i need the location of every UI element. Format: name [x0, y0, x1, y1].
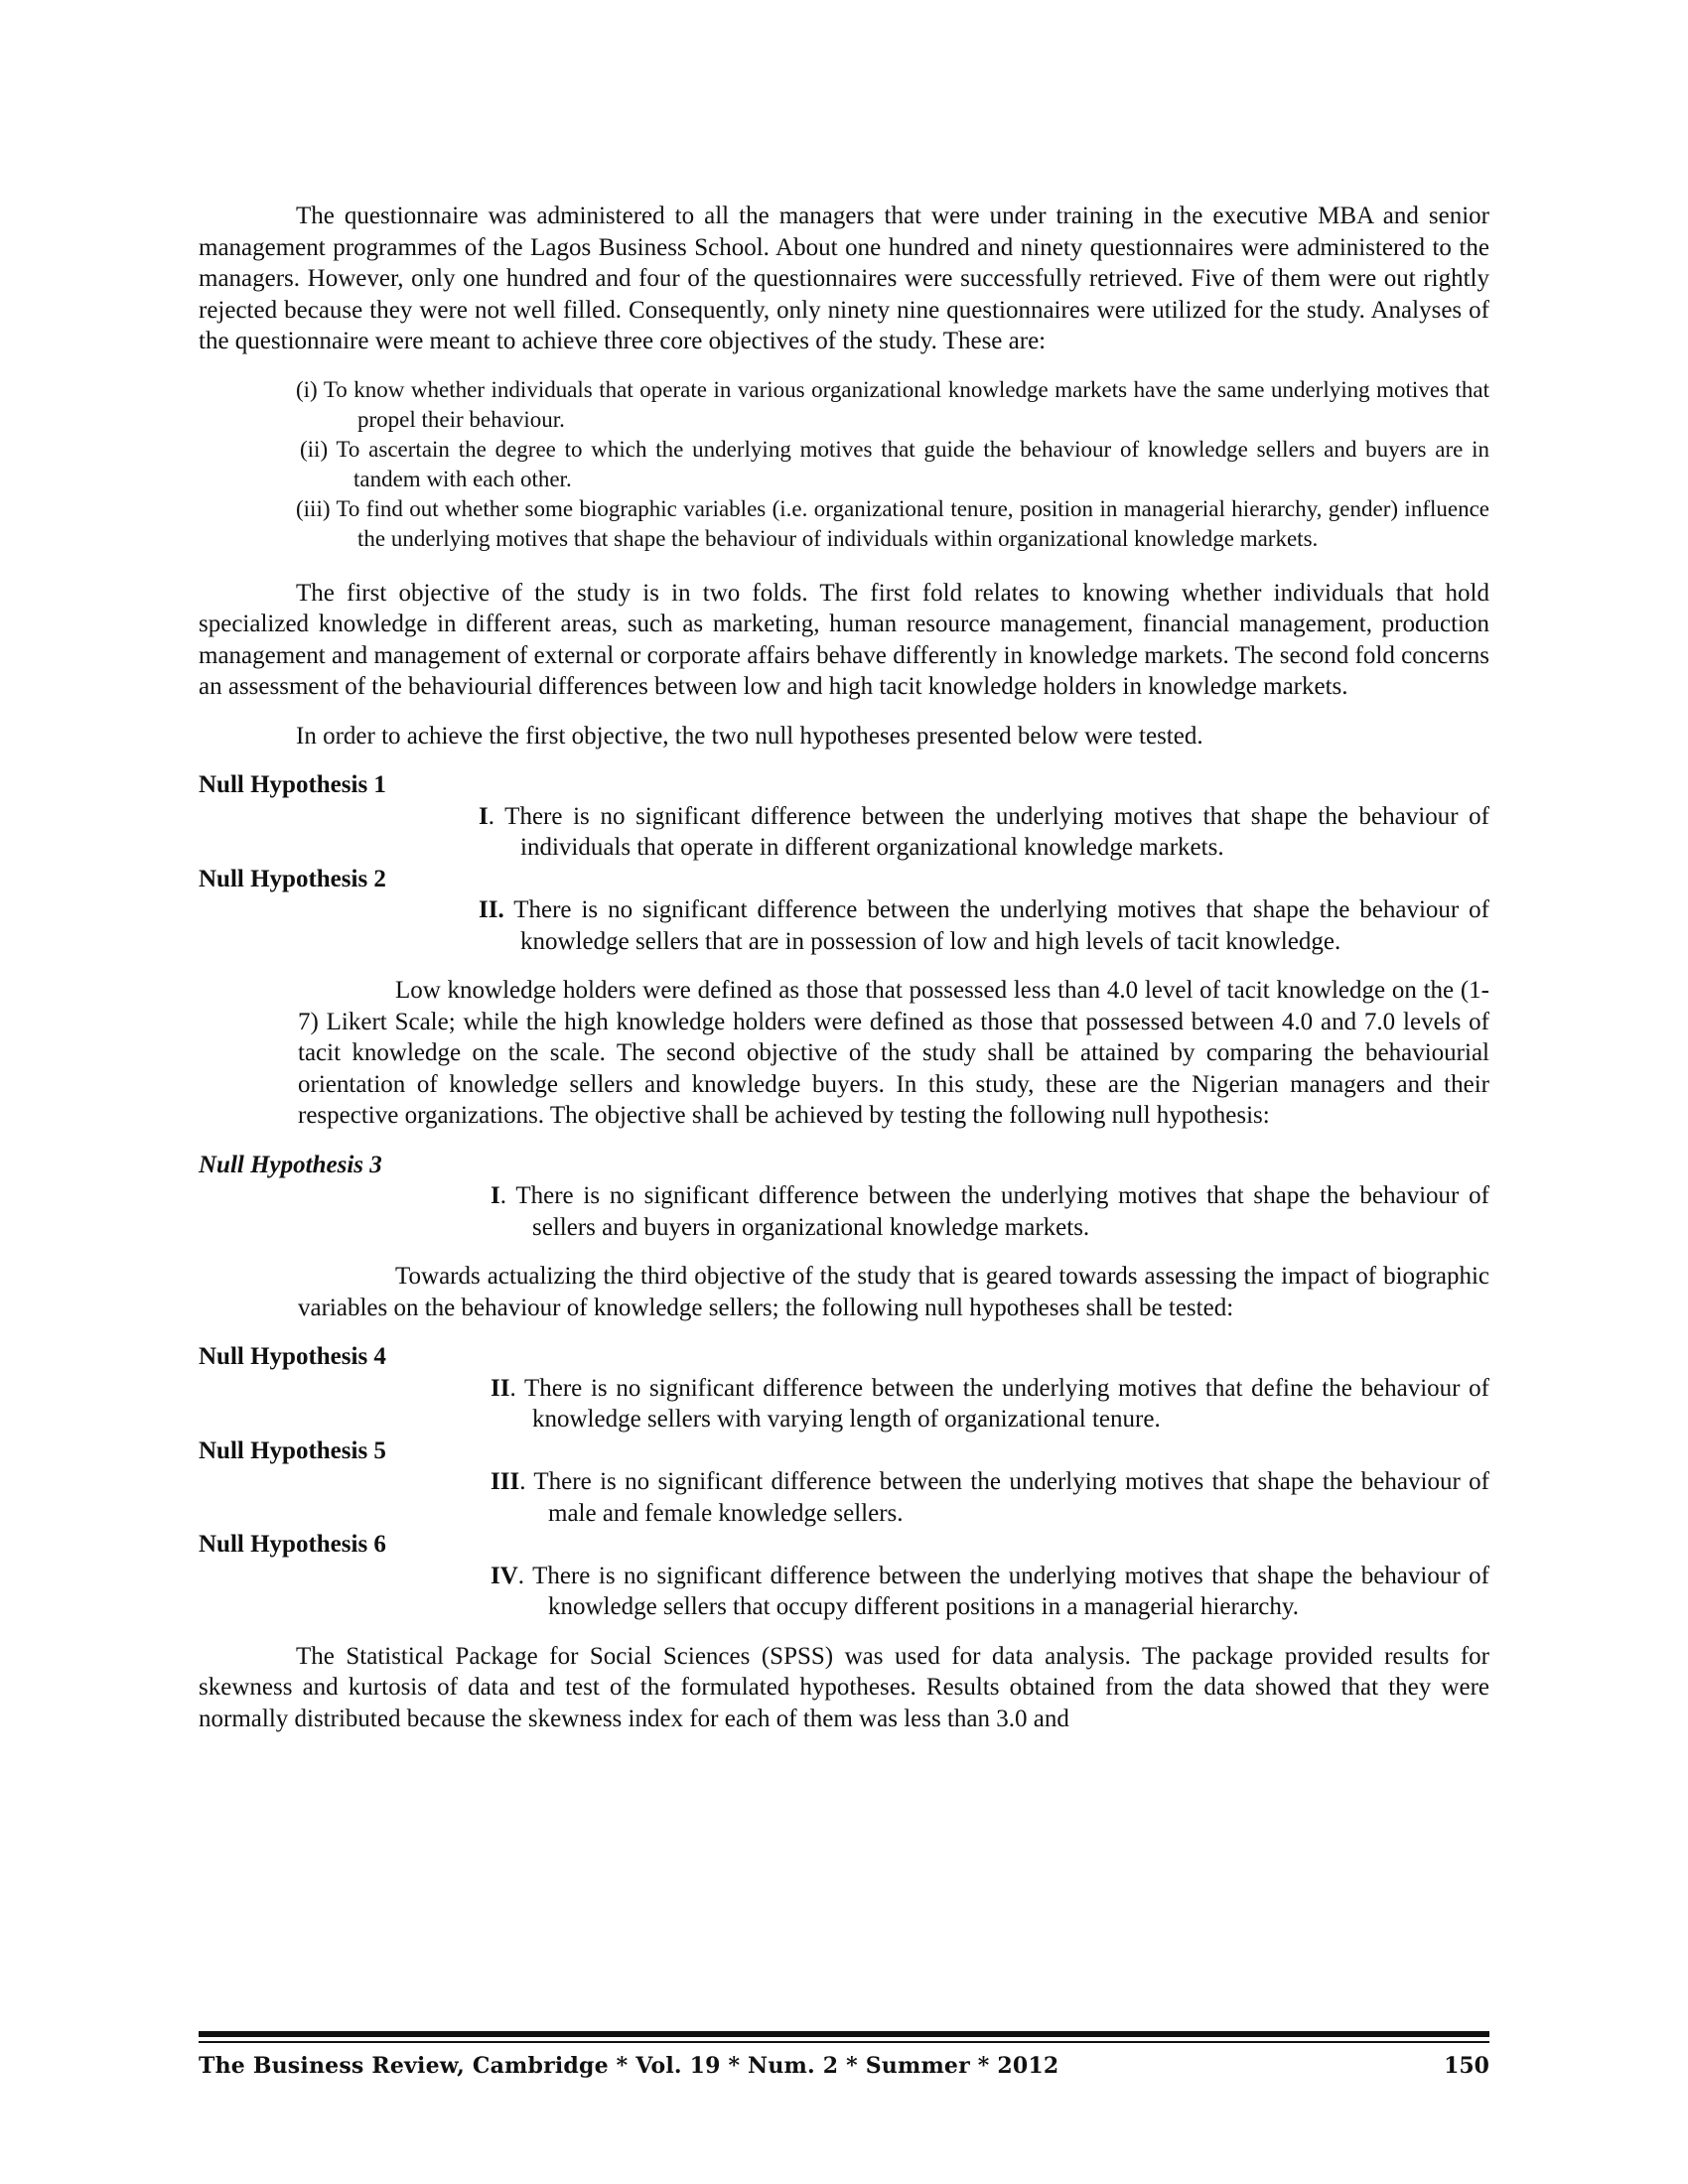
- hypothesis-text: [479, 801, 1489, 864]
- hypothesis-text: [491, 1561, 1489, 1623]
- hypothesis-text: [491, 1180, 1489, 1243]
- hypothesis-label: Null Hypothesis 2: [199, 865, 386, 892]
- paragraph-first-objective: The first objective of the study is in two folds. The first fold relates to knowing whether individuals that hold specialized knowledge in different areas, such as marketing, human resource management, financial management, production management and management of external or corporate affairs behave differently in knowledge markets. The second fold concerns an assessment of the behaviourial differences between low and high tacit knowledge holders in knowledge markets.: [199, 579, 1489, 700]
- paragraph-knowledge-holders: Low knowledge holders were defined as those that possessed less than 4.0 level of tacit knowledge on the (1-7) Likert Scale; while the high knowledge holders were defined as those that possessed between 4.0 and 7.0 levels of tacit knowledge on the scale. The second objective of the study shall be attained by comparing the behaviourial orientation of knowledge sellers and knowledge buyers. In this study, these are the Nigerian managers and their respective organizations. The objective shall be achieved by testing the following null hypothesis:: [298, 977, 1489, 1129]
- hypothesis-text: [479, 894, 1489, 957]
- hypothesis-body: . There is no significant difference between the underlying motives that shape the behaviour of individuals that operate in different organizational knowledge markets.: [488, 802, 1489, 861]
- hypothesis-numeral: IV: [491, 1562, 518, 1589]
- hypothesis-body: . There is no significant difference between the underlying motives that define the behaviour of knowledge sellers with varying length of organizational tenure.: [509, 1374, 1489, 1433]
- hypothesis-body: . There is no significant difference between the underlying motives that shape the behaviour of knowledge sellers that occupy different positions in a managerial hierarchy.: [517, 1562, 1489, 1620]
- hypothesis-body: . There is no significant difference between the underlying motives that shape the behaviour of sellers and buyers in organizational knowledge markets.: [499, 1182, 1489, 1241]
- hypothesis-body: . There is no significant difference between the underlying motives that shape the behaviour of male and female knowledge sellers.: [519, 1468, 1489, 1527]
- hypothesis-numeral: III: [491, 1468, 520, 1495]
- hypothesis-label: Null Hypothesis 6: [199, 1531, 386, 1558]
- footer-journal-citation: The Business Review, Cambridge * Vol. 19 * Num. 2 * Summer * 2012: [199, 2053, 1059, 2079]
- objectives-list: [296, 375, 1489, 554]
- hypothesis-label: Null Hypothesis 4: [199, 1343, 386, 1370]
- hypothesis-label: Null Hypothesis 5: [199, 1436, 386, 1464]
- footer-rule-thin: [199, 2041, 1489, 2043]
- hypothesis-text: [491, 1373, 1489, 1435]
- objective-item: (iii) To find out whether some biographic variables (i.e. organizational tenure, position in managerial hierarchy, gender) influence the underlying motives that shape the behaviour of individuals within organizational knowledge markets.: [296, 495, 1489, 551]
- hypothesis-numeral: I: [491, 1182, 500, 1209]
- hypothesis-text: [491, 1466, 1489, 1529]
- paragraph-spss: The Statistical Package for Social Sciences (SPSS) was used for data analysis. The package provided results for skewness and kurtosis of data and test of the formulated hypotheses. Results obtained from the data showed that they were normally distributed because the skewness index for each of them was less than 3.0 and: [199, 1642, 1489, 1732]
- hypothesis-numeral: I: [479, 802, 489, 830]
- footer-rule-thick: [199, 2031, 1489, 2037]
- hypothesis-numeral: II.: [479, 896, 504, 923]
- objective-item: (ii) To ascertain the degree to which the underlying motives that guide the behaviour of knowledge sellers and buyers are in tandem with each other.: [300, 436, 1489, 491]
- paragraph-questionnaire: The questionnaire was administered to all the managers that were under training in the executive MBA and senior management programmes of the Lagos Business School. About one hundred and ninety questionnaires were administered to the managers. However, only one hundred and four of the questionnaires were successfully retrieved. Five of them were out rightly rejected because they were not well filled. Consequently, only ninety nine questionnaires were utilized for the study. Analyses of the questionnaire were meant to achieve three core objectives of the study. These are:: [199, 203, 1489, 354]
- hypothesis-body: There is no significant difference between the underlying motives that shape the behaviour of knowledge sellers that are in possession of low and high levels of tacit knowledge.: [503, 896, 1489, 955]
- hypothesis-numeral: II: [491, 1374, 510, 1402]
- hypothesis-label: Null Hypothesis 1: [199, 771, 386, 798]
- footer-page-number: 150: [1444, 2053, 1489, 2079]
- hypothesis-label: Null Hypothesis 3: [199, 1151, 382, 1178]
- page-body: [199, 201, 1489, 1734]
- paragraph-third-objective: Towards actualizing the third objective of the study that is geared towards assessing the impact of biographic variables on the behaviour of knowledge sellers; the following null hypotheses shall be tested:: [298, 1263, 1489, 1321]
- objective-item: (i) To know whether individuals that operate in various organizational knowledge markets have the same underlying motives that propel their behaviour.: [296, 376, 1489, 432]
- paragraph-achieve-first: In order to achieve the first objective, the two null hypotheses presented below were tested.: [296, 722, 1203, 750]
